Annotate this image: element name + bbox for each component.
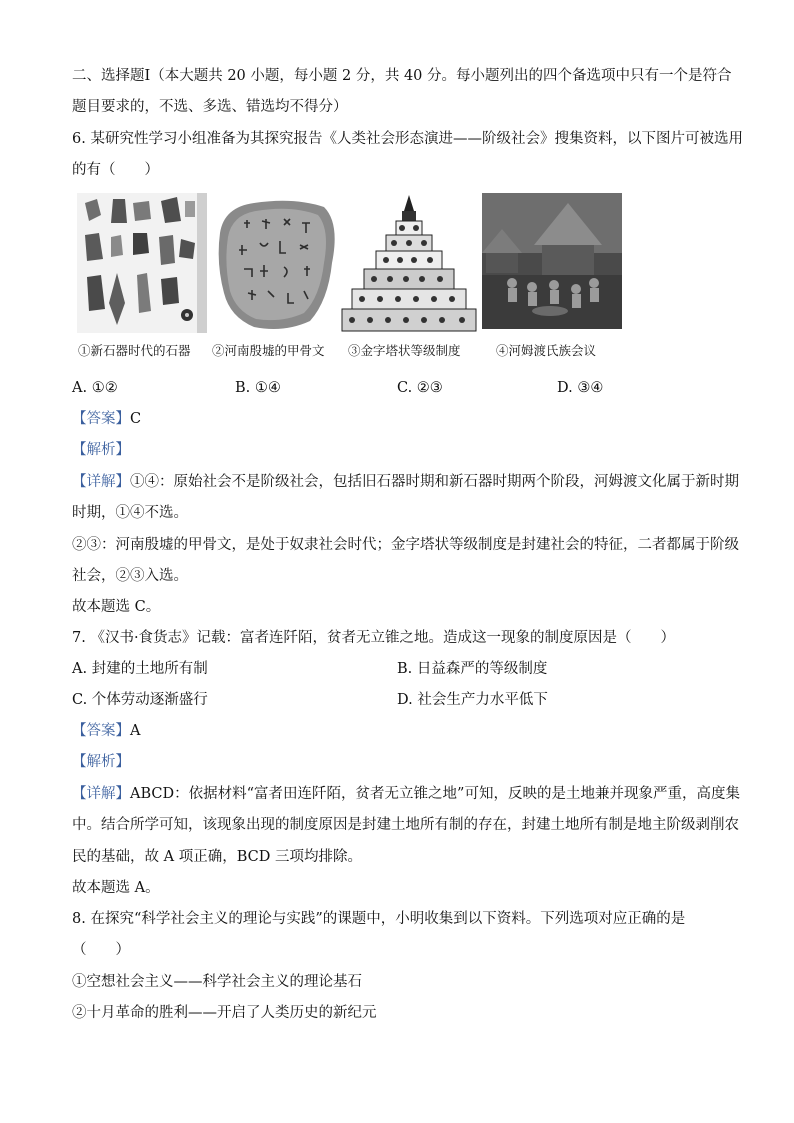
- q7-stem: 7. 《汉书·食货志》记载：富者连阡陌，贫者无立锥之地。造成这一现象的制度原因是（ ）: [72, 630, 676, 646]
- q8-item-2: ②十月革命的胜利——开启了人类历史的新纪元: [72, 1005, 377, 1021]
- caption-oracle-bone: ②河南殷墟的甲骨文: [212, 343, 325, 358]
- q6-option-a: A. ①②: [72, 380, 118, 396]
- analysis-tag: 【解析】: [72, 754, 130, 770]
- q6-detail-text-1: ①④：原始社会不是阶级社会，包括旧石器时期和新石器时期两个阶段，河姆渡文化属于新时期: [130, 474, 739, 490]
- q6-stem-line-2: 的有（ ）: [72, 162, 159, 178]
- q7-detail-text-1: ABCD：依据材料“富者田连阡陌，贫者无立锥之地”可知，反映的是土地兼并现象严重，高度集: [130, 786, 740, 802]
- stone-tools-image: [77, 193, 207, 333]
- section-heading-line-2: 题目要求的，不选、多选、错选均不得分）: [72, 99, 348, 115]
- analysis-tag: 【解析】: [72, 442, 130, 458]
- pyramid-hierarchy-image: [338, 193, 480, 333]
- q6-option-c: C. ②③: [397, 380, 443, 396]
- q7-option-a: A. 封建的土地所有制: [72, 661, 208, 677]
- q6-analysis-tag: [72, 440, 130, 460]
- q6-option-b: B. ①④: [235, 380, 281, 396]
- q6-answer: [72, 409, 141, 429]
- answer-tag: 【答案】: [72, 411, 130, 427]
- q6-detail-line-1: [72, 472, 739, 492]
- section-heading-line-1: 二、选择题Ⅰ（本大题共 20 小题，每小题 2 分，共 40 分。每小题列出的四个备选项中只有一个是符合: [72, 68, 732, 84]
- q7-option-c: C. 个体劳动逐渐盛行: [72, 692, 208, 708]
- caption-clan-meeting: ④河姆渡氏族会议: [496, 343, 597, 358]
- q6-option-d: D. ③④: [557, 380, 604, 396]
- hemudu-clan-meeting-image: [482, 193, 622, 329]
- q7-answer-value: A: [130, 723, 141, 739]
- q6-stem-line-1: 6. 某研究性学习小组准备为其探究报告《人类社会形态演进——阶级社会》搜集资料，以下图片可被选用: [72, 131, 743, 147]
- q6-detail-line-4: 社会，②③入选。: [72, 568, 188, 584]
- oracle-bone-image: [214, 193, 342, 333]
- q6-detail-line-3: ②③：河南殷墟的甲骨文，是处于奴隶社会时代；金字塔状等级制度是封建社会的特征，二者都属于阶级: [72, 537, 739, 553]
- answer-tag: 【答案】: [72, 723, 130, 739]
- q8-stem-line-1: 8. 在探究“科学社会主义的理论与实践”的课题中，小明收集到以下资料。下列选项对应正确的是: [72, 911, 686, 927]
- q7-detail-line-2: 中。结合所学可知，该现象出现的制度原因是封建土地所有制的存在，封建土地所有制是地主阶级剥削农: [72, 817, 739, 833]
- q7-option-b: B. 日益森严的等级制度: [397, 661, 548, 677]
- q8-stem-line-2: （ ）: [72, 942, 130, 958]
- detail-tag: 【详解】: [72, 474, 130, 490]
- q8-item-1: ①空想社会主义——科学社会主义的理论基石: [72, 974, 362, 990]
- q7-detail-line-1: [72, 784, 740, 804]
- q6-figure-row: [72, 193, 632, 361]
- detail-tag: 【详解】: [72, 786, 130, 802]
- q7-analysis-tag: [72, 752, 130, 772]
- q7-option-d: D. 社会生产力水平低下: [397, 692, 548, 708]
- q6-conclusion: 故本题选 C。: [72, 599, 161, 615]
- caption-stone-tools: ①新石器时代的石器: [78, 343, 191, 358]
- q7-conclusion: 故本题选 A。: [72, 880, 160, 896]
- q7-answer: [72, 721, 140, 741]
- q6-answer-value: C: [130, 411, 142, 427]
- q6-detail-line-2: 时期，①④不选。: [72, 505, 188, 521]
- caption-pyramid: ③金字塔状等级制度: [348, 343, 461, 358]
- q7-detail-line-3: 民的基础，故 A 项正确，BCD 三项均排除。: [72, 849, 362, 865]
